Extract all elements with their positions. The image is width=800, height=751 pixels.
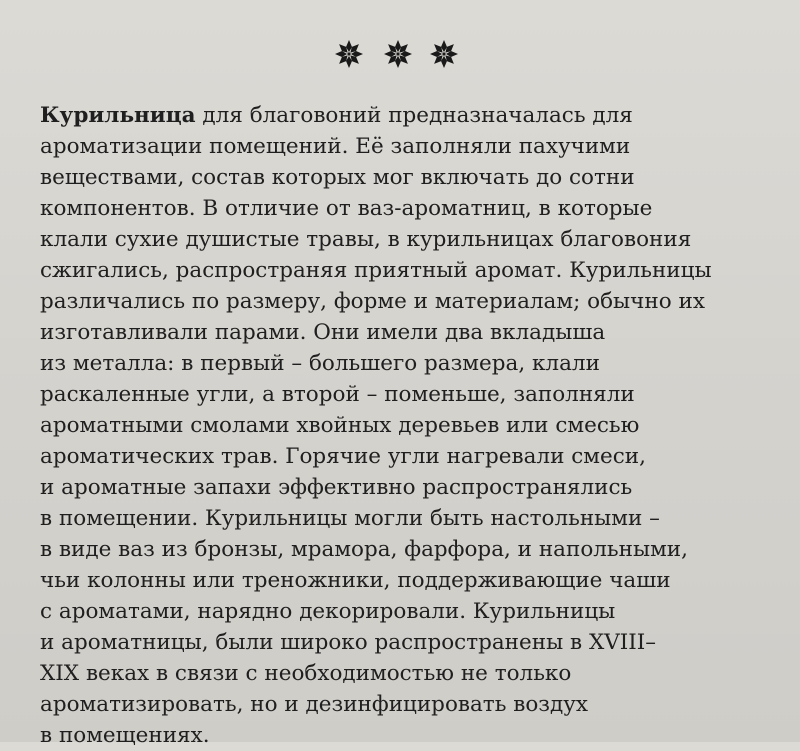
paragraph-line: изготавливали парами. Они имели два вкладыша [40,320,606,345]
paragraph-line: ароматических трав. Горячие угли нагревали смеси, [40,444,646,469]
paragraph-line: сжигались, распространяя приятный аромат. Курильницы [40,258,712,283]
line-text: для благовоний предназначалась для [195,103,633,128]
paragraph-line: с ароматами, нарядно декорировали. Курильницы [40,599,616,624]
paragraph-line: различались по размеру, форме и материалам; обычно их [40,289,705,314]
ornament-row [0,38,800,74]
paragraph-line: и ароматные запахи эффективно распространялись [40,475,633,500]
paragraph-line: чьи колонны или треножники, поддерживающие чаши [40,568,671,593]
paragraph-line: ароматизации помещений. Её заполняли пахучими [40,134,631,159]
snowflake-icon [382,38,414,70]
paragraph-line: и ароматницы, были широко распространены в XVIII– [40,630,657,655]
paragraph-line: из металла: в первый – большего размера, клали [40,351,600,376]
paragraph-line: в виде ваз из бронзы, мрамора, фарфора, и напольными, [40,537,688,562]
snowflake-icon [333,38,365,70]
paragraph-line: в помещениях. [40,723,210,748]
paragraph-line: XIX веках в связи с необходимостью не только [40,661,572,686]
title-word: Курильница [40,103,196,128]
paragraph-line: клали сухие душистые травы, в курильницах благовония [40,227,692,252]
paragraph-line: компонентов. В отличие от ваз-ароматниц, в которые [40,196,653,221]
description-paragraph [40,100,800,751]
paragraph-line: в помещении. Курильницы могли быть настольными – [40,506,660,531]
paragraph-line: ароматизировать, но и дезинфицировать воздух [40,692,589,717]
paragraph-line: веществами, состав которых мог включать до сотни [40,165,635,190]
paragraph-line: ароматными смолами хвойных деревьев или смесью [40,413,640,438]
paragraph-line: раскаленные угли, а второй – поменьше, заполняли [40,382,635,407]
snowflake-icon [428,38,460,70]
paragraph-line [40,100,800,131]
